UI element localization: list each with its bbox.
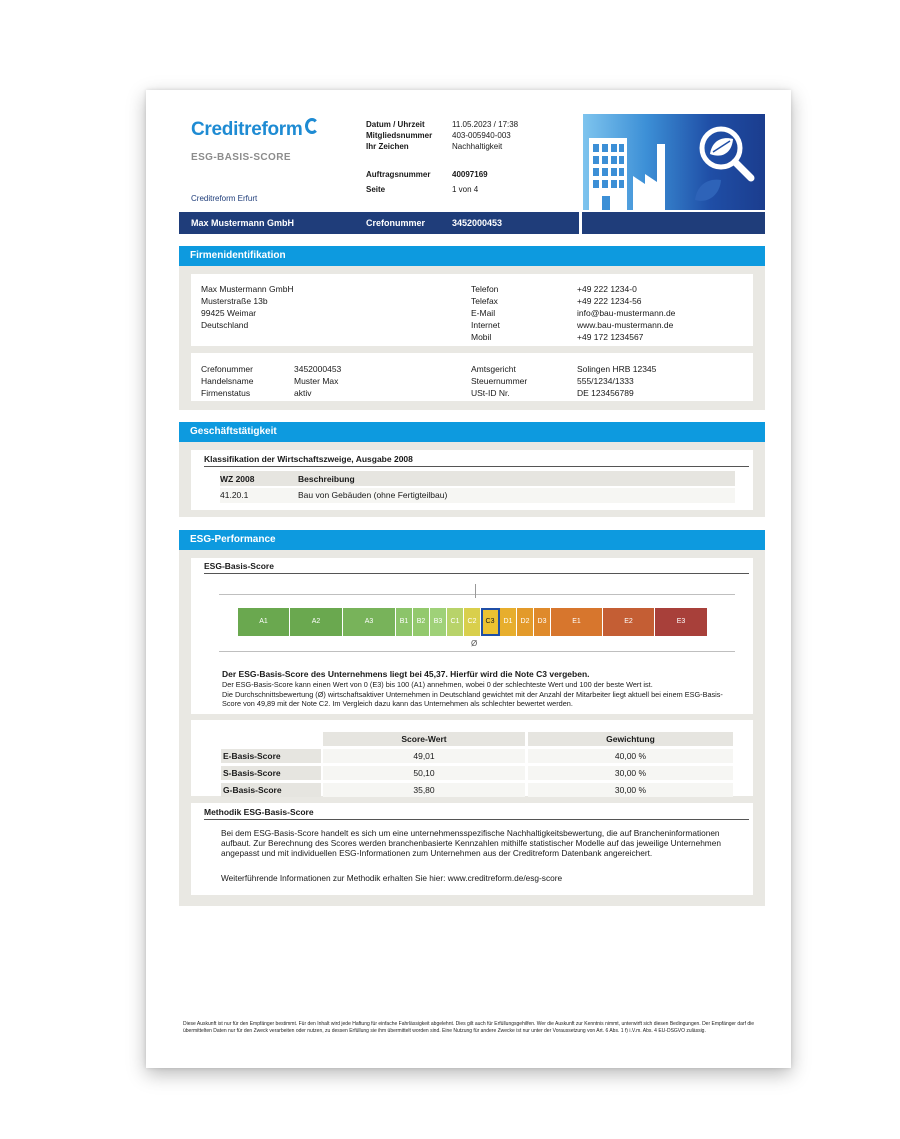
contact-label: Telefon <box>471 284 499 294</box>
legal-footer: Diese Auskunft ist nur für den Empfänger bestimmt. Für den Inhalt wird jede Haftung für einfache Fahrlässigkeit abgelehnt. Dies gilt auch für Erfüllungsgehilfen. Wer die Auskunft zur Kenntnis nimmt, unterwirft sich diesen Bedingungen. Der Empfänger darf die übermittelten Daten nur für den Zweck verarbeiten oder nutzen, zu dessen Erfüllung sie ihm übermittelt worden sind. Eine Nutzung für andere Zwecke ist nur unter der Voraussetzung von Art. 6 Abs. 1 f) i.V.m. Abs. 4 EU-DSGVO zulässig. <box>183 1021 755 1034</box>
methodik-card <box>191 803 753 895</box>
contact-values <box>577 283 675 343</box>
grade-segment-d2: D2 <box>517 608 534 636</box>
col-beschreibung: Beschreibung <box>298 474 355 484</box>
id-label: Steuernummer <box>471 376 528 386</box>
office-name: Creditreform Erfurt <box>191 194 258 203</box>
contact-label: Telefax <box>471 296 498 306</box>
grade-segment-c2: C2 <box>464 608 481 636</box>
identifiers-card <box>191 353 753 401</box>
grade-segment-c1: C1 <box>447 608 464 636</box>
esg-score-card <box>191 558 753 714</box>
meta-value: 1 von 4 <box>452 185 479 194</box>
id-label: USt-ID Nr. <box>471 388 510 398</box>
id-label: Amtsgericht <box>471 364 516 374</box>
average-tick <box>475 584 476 598</box>
meta-label: Seite <box>366 185 386 194</box>
classification-title: Klassifikation der Wirtschaftszweige, Ausgabe 2008 <box>204 454 749 467</box>
address-block <box>201 283 294 331</box>
esg-hero-image <box>583 114 765 210</box>
address-card <box>191 274 753 346</box>
average-marker: Ø <box>471 639 478 648</box>
grade-segment-e3: E3 <box>655 608 708 636</box>
row-label-g: G-Basis-Score <box>221 783 321 797</box>
address-line: 99425 Weimar <box>201 308 257 318</box>
address-line: Deutschland <box>201 320 249 330</box>
id-value: aktiv <box>294 388 312 398</box>
meta-values-2 <box>452 167 488 197</box>
meta-value: 11.05.2023 / 17:38 <box>452 120 519 129</box>
id-value: DE 123456789 <box>577 388 634 398</box>
grade-segment-b2: B2 <box>413 608 430 636</box>
grade-segment-a3: A3 <box>343 608 396 636</box>
esg-summary <box>222 669 737 709</box>
report-page <box>146 90 791 1068</box>
ids-right-labels <box>471 363 527 399</box>
meta-label: Datum / Uhrzeit <box>366 120 425 129</box>
brand-name: Creditreform <box>191 119 303 140</box>
section-firmenidentifikation-header: Firmenidentifikation <box>179 246 765 266</box>
grade-segment-c3: C3 <box>481 608 500 636</box>
row-label-e: E-Basis-Score <box>221 749 321 763</box>
logo-c-icon <box>305 118 319 134</box>
ids-left-labels <box>201 363 253 399</box>
id-label: Handelsname <box>201 376 254 386</box>
methodik-text: Bei dem ESG-Basis-Score handelt es sich um eine unternehmensspezifische Nachhaltigkeitsbewertung, die auf Brancheninformationen aufbaut. Zur Berechnung des Scores werden branchenbasierte Kennzahlen mithilfe statistischer Modelle auf das jeweilige Unternehmen angepasst und mit individuellen ESG-Informationen zum Unternehmen aus der Creditreform Datenbank angereichert. <box>221 828 721 858</box>
row-label-s: S-Basis-Score <box>221 766 321 780</box>
contact-label: Mobil <box>471 332 492 342</box>
bar-divider <box>579 212 582 234</box>
col-wz: WZ 2008 <box>220 474 255 484</box>
contact-value: +49 222 1234-56 <box>577 296 642 306</box>
id-label: Firmenstatus <box>201 388 251 398</box>
company-name: Max Mustermann GmbH <box>191 218 295 228</box>
meta-value: 40097169 <box>452 170 488 179</box>
classification-card <box>191 450 753 510</box>
section-geschaeft-header: Geschäftstätigkeit <box>179 422 765 442</box>
weight-s: 30,00 % <box>528 766 733 780</box>
wz-code: 41.20.1 <box>220 490 249 500</box>
summary-range: Der ESG-Basis-Score kann einen Wert von 0 (E3) bis 100 (A1) annehmen, wobei 0 der schlechteste Wert und 100 der beste Wert ist. <box>222 680 653 689</box>
weight-g: 30,00 % <box>528 783 733 797</box>
meta-label: Auftragsnummer <box>366 170 431 179</box>
meta-labels-2 <box>366 167 430 197</box>
weight-e: 40,00 % <box>528 749 733 763</box>
col-gewichtung: Gewichtung <box>528 732 733 746</box>
email-link[interactable]: info@bau-mustermann.de <box>577 308 676 318</box>
meta-value: Nachhaltigkeit <box>452 142 503 151</box>
section-esg-header: ESG-Performance <box>179 530 765 550</box>
grade-segment-e2: E2 <box>603 608 655 636</box>
section-firmenidentifikation <box>179 266 765 410</box>
id-value: Solingen HRB 12345 <box>577 364 657 374</box>
grade-segment-d3: D3 <box>534 608 551 636</box>
esg-score-title: ESG-Basis-Score <box>204 561 749 574</box>
crefo-value: 3452000453 <box>452 218 503 228</box>
wz-description: Bau von Gebäuden (ohne Fertigteilbau) <box>298 490 448 500</box>
id-value: 3452000453 <box>294 364 342 374</box>
building-leaf-icon <box>583 114 765 210</box>
grade-segment-b3: B3 <box>430 608 447 636</box>
creditreform-logo <box>191 118 319 141</box>
section-geschaeft <box>179 442 765 517</box>
id-value: Muster Max <box>294 376 339 386</box>
crefo-label: Crefonummer <box>366 218 426 228</box>
classification-table-head <box>220 471 735 486</box>
meta-label: Ihr Zeichen <box>366 142 409 151</box>
methodik-link[interactable]: Weiterführende Informationen zur Methodik erhalten Sie hier: www.creditreform.de/esg-score <box>221 873 563 883</box>
summary-headline: Der ESG-Basis-Score des Unternehmens liegt bei 45,37. Hierfür wird die Note C3 vergeben. <box>222 669 590 679</box>
contact-value: +49 172 1234567 <box>577 332 644 342</box>
contact-value: +49 222 1234-0 <box>577 284 637 294</box>
ids-right-values <box>577 363 656 399</box>
score-g: 35,80 <box>323 783 525 797</box>
address-line: Musterstraße 13b <box>201 296 268 306</box>
website-link[interactable]: www.bau-mustermann.de <box>577 320 674 330</box>
grade-segment-d1: D1 <box>500 608 517 636</box>
ids-left-values <box>294 363 341 399</box>
company-bar <box>179 212 765 234</box>
summary-average: Die Durchschnittsbewertung (Ø) wirtschaftsaktiver Unternehmen in Deutschland gewichtet mit der Anzahl der Mitarbeiter liegt aktuell bei einem ESG-Basis-Score von 49,89 mit der Note C2. Im Vergleich dazu kann das Unternehmen als schlechter bewertet werden. <box>222 689 723 709</box>
meta-labels-1 <box>366 119 432 152</box>
grade-scale <box>238 608 712 636</box>
grade-segment-a2: A2 <box>290 608 343 636</box>
section-esg <box>179 550 765 906</box>
score-s: 50,10 <box>323 766 525 780</box>
grade-segment-e1: E1 <box>551 608 603 636</box>
contact-label: Internet <box>471 320 500 330</box>
methodik-title: Methodik ESG-Basis-Score <box>204 807 749 820</box>
scale-bottom-line <box>219 651 735 652</box>
score-table-card <box>191 720 753 796</box>
id-value: 555/1234/1333 <box>577 376 634 386</box>
meta-label: Mitgliedsnummer <box>366 131 433 140</box>
classification-row <box>220 488 735 503</box>
col-score-wert: Score-Wert <box>323 732 525 746</box>
meta-value: 403-005940-003 <box>452 131 511 140</box>
scale-top-line <box>219 594 735 595</box>
grade-segment-b1: B1 <box>396 608 413 636</box>
score-e: 49,01 <box>323 749 525 763</box>
meta-values-1 <box>452 119 518 152</box>
id-label: Crefonummer <box>201 364 253 374</box>
contact-label: E-Mail <box>471 308 496 318</box>
contact-labels <box>471 283 500 343</box>
report-subtitle: ESG-BASIS-SCORE <box>191 152 291 163</box>
grade-segment-a1: A1 <box>238 608 290 636</box>
address-line: Max Mustermann GmbH <box>201 284 294 294</box>
